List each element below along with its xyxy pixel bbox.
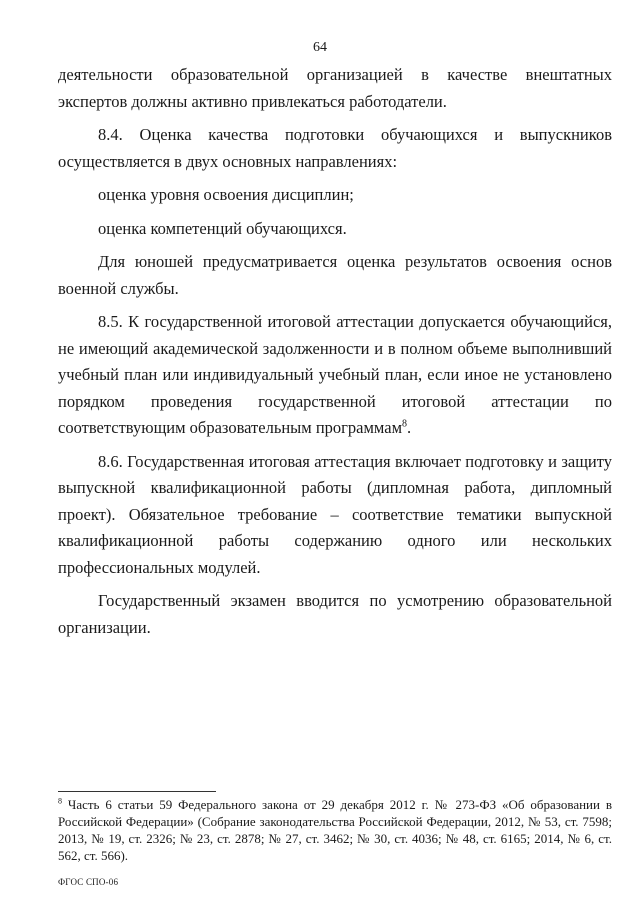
- page-number: 64: [313, 40, 327, 55]
- paragraph-8-6: 8.6. Государственная итоговая аттестация включает подготовку и защиту выпускной квалификационной работы (дипломная работа, дипломный проект). Обязательное требование – соответствие тематики выпускной квалификационной работы содержанию одного или нескольких профессиональных модулей.: [58, 451, 612, 577]
- list-item-disciplines: оценка уровня освоения дисциплин;: [98, 185, 354, 204]
- footer-code: ФГОС СПО-06: [58, 877, 119, 887]
- paragraph-military-service: Для юношей предусматривается оценка результатов освоения основ военной службы.: [58, 252, 612, 298]
- paragraph-state-exam: Государственный экзамен вводится по усмотрению образовательной организации.: [58, 591, 612, 637]
- paragraph-8-5-tail: .: [407, 418, 412, 437]
- paragraph-8-5: [58, 309, 612, 442]
- paragraph-8-4: 8.4. Оценка качества подготовки обучающихся и выпускников осуществляется в двух основных направлениях:: [58, 125, 612, 171]
- footnote-marker: 8: [58, 796, 62, 806]
- paragraph-continuation: деятельности образовательной организацией в качестве внештатных экспертов должны активно привлекаться работодатели.: [58, 65, 612, 111]
- footnote-text: Часть 6 статьи 59 Федерального закона от 29 декабря 2012 г. № 273-ФЗ «Об образовании в Российской Федерации» (Собрание законодательства Российской Федерации, 2012, № 53, ст. 7598; 2013, № 19, ст. 2326; № 23, ст. 2878; № 27, ст. 3462; № 30, ст. 4036; № 48, ст. 6165; 2014, № 6, ст. 562, ст. 566).: [58, 797, 612, 863]
- paragraph-8-5-text: 8.5. К государственной итоговой аттестации допускается обучающийся, не имеющий академической задолженности и в полном объеме выполнивший учебный план или индивидуальный учебный план, если иное не установлено порядком проведения государственной итоговой аттестации по соответствующим образовательным программам: [58, 312, 612, 437]
- footnote: [58, 796, 612, 864]
- list-item-competencies: оценка компетенций обучающихся.: [98, 218, 347, 238]
- footnote-reference: 8: [402, 418, 408, 430]
- footnote-divider: [58, 791, 216, 792]
- document-body: [58, 62, 612, 648]
